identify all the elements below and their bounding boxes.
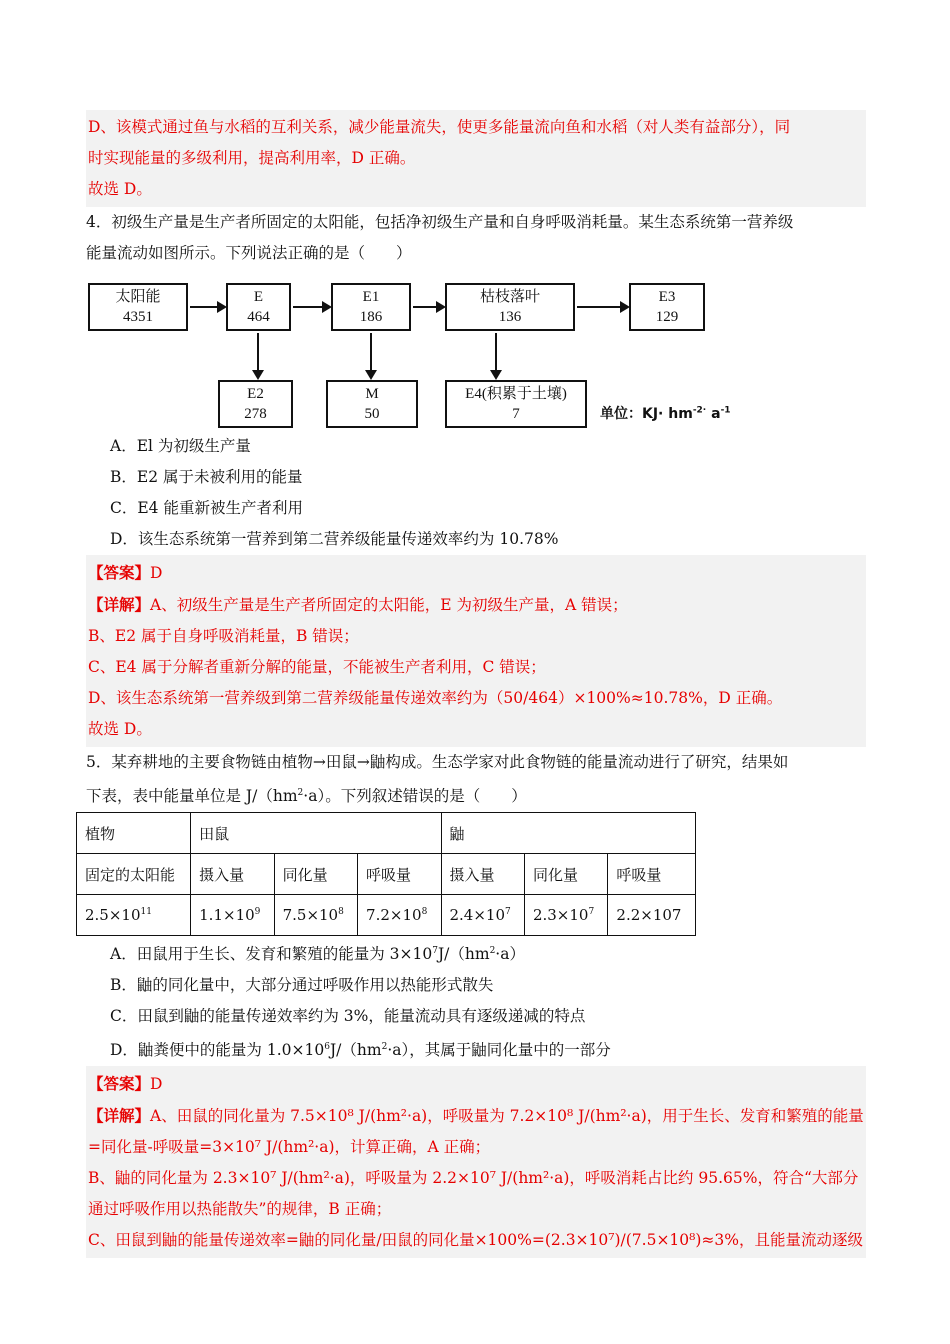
box-e3 — [629, 283, 705, 331]
stem-text: ·a）。下列叙述错误的是（ ） — [303, 787, 527, 806]
box-e4 — [445, 380, 587, 428]
table-subheader: 摄入量 — [191, 854, 274, 895]
cell-mantissa: 2.3×10 — [532, 906, 589, 925]
box-label: M — [365, 386, 379, 402]
table-row — [77, 813, 696, 854]
cell-mantissa: 7.2×10 — [366, 906, 422, 925]
box-label: 枯枝落叶 — [479, 289, 540, 305]
unit-text: a — [706, 406, 721, 422]
energy-flow-diagram — [86, 275, 786, 425]
q4-stem: 4．初级生产量是生产者所固定的太阳能，包括净初级生产量和自身呼吸消耗量。某生态系统第一营养级 — [86, 213, 794, 231]
answer-line — [88, 557, 862, 589]
q5-stem: 5．某弃耕地的主要食物链由植物→田鼠→鼬构成。生态学家对此食物链的能量流动进行了研究，结果如 — [86, 753, 789, 771]
detail-tag: 【详解】 — [88, 595, 151, 614]
detail-line: D、该生态系统第一营养级到第二营养级能量传递效率约为（50/464）×100%≈10.78%，D 正确。 — [88, 689, 783, 707]
cell-mantissa: 2.4×10 — [449, 906, 506, 925]
detail-line: 故选 D。 — [88, 720, 152, 738]
option-sup: 7 — [432, 946, 438, 957]
q4-answer-block — [86, 555, 866, 747]
arrow — [293, 306, 323, 308]
box-label: E3 — [658, 289, 676, 305]
box-label: E1 — [362, 289, 380, 305]
option-sup: 6 — [324, 1042, 330, 1053]
option-text: J/（hm — [437, 945, 490, 964]
detail-line: C、E4 属于分解者重新分解的能量，不能被生产者利用，C 错误； — [88, 658, 546, 676]
box-m — [326, 380, 418, 428]
box-e2 — [218, 380, 293, 428]
q4-option-a: A．El 为初级生产量 — [110, 437, 251, 455]
detail-line: 通过呼吸作用以热能散失”的规律，B 正确； — [88, 1200, 392, 1219]
answer-line: D、该模式通过鱼与水稻的互利关系，减少能量流失，使更多能量流向鱼和水稻（对人类有益部分），同 — [88, 118, 791, 136]
option-text: J/（hm — [329, 1041, 382, 1060]
arrow — [190, 306, 218, 308]
answer-value: D — [150, 1075, 163, 1094]
option-text: A．田鼠用于生长、发育和繁殖的能量为 3×10 — [110, 945, 433, 964]
table-cell — [77, 895, 191, 936]
cell-mantissa: 2.2×107 — [616, 906, 682, 925]
q4-option-b: B．E2 属于未被利用的能量 — [110, 468, 303, 486]
option-sup: 2 — [489, 946, 496, 957]
detail-line: =同化量-呼吸量=3×10⁷ J/(hm²·a)，计算正确，A 正确； — [88, 1138, 491, 1157]
box-label: E2 — [247, 386, 264, 402]
table-cell — [441, 895, 524, 936]
q5-option-a — [86, 936, 866, 970]
q4-stem: 能量流动如图所示。下列说法正确的是（ ） — [86, 244, 412, 262]
q5-option-d — [86, 1032, 866, 1066]
cell-exponent: 7 — [505, 907, 511, 918]
table-cell — [608, 895, 696, 936]
box-e1 — [331, 283, 411, 331]
box-label: E4(积累于土壤) — [465, 386, 567, 402]
table-subheader: 摄入量 — [441, 854, 524, 895]
cell-exponent: 8 — [421, 907, 428, 918]
unit-label — [600, 403, 731, 423]
energy-table — [76, 812, 696, 936]
option-sup: 2 — [381, 1042, 388, 1053]
cell-exponent: 9 — [254, 907, 261, 918]
answer-line — [88, 1068, 862, 1100]
table-subheader: 固定的太阳能 — [77, 854, 191, 895]
arrow — [413, 306, 437, 308]
table-subheader: 同化量 — [274, 854, 357, 895]
box-value: 464 — [247, 309, 270, 325]
cell-mantissa: 1.1×10 — [199, 906, 255, 925]
detail-line: B、E2 属于自身呼吸消耗量，B 错误； — [88, 627, 359, 645]
box-e — [226, 283, 291, 331]
cell-mantissa: 2.5×10 — [85, 906, 141, 925]
option-text: ·a） — [495, 945, 525, 964]
box-label: 太阳能 — [115, 289, 161, 305]
arrow — [495, 333, 497, 371]
detail-line — [88, 589, 862, 621]
table-header: 田鼠 — [191, 813, 441, 854]
unit-exp: -2· — [692, 405, 707, 416]
table-cell — [191, 895, 274, 936]
option-text: D．鼬粪便中的能量为 1.0×10 — [110, 1041, 325, 1060]
table-cell — [274, 895, 357, 936]
arrow — [257, 333, 259, 371]
box-value: 50 — [364, 406, 380, 422]
detail-line: B、鼬的同化量为 2.3×10⁷ J/(hm²·a)，呼吸量为 2.2×10⁷ J/(hm²·a)，呼吸消耗占比约 95.65%，符合“大部分 — [88, 1169, 859, 1188]
option-text: ·a），其属于鼬同化量中的一部分 — [387, 1041, 611, 1060]
box-litter — [445, 283, 575, 331]
table-cell — [524, 895, 607, 936]
table-row — [77, 895, 696, 936]
table-subheader: 呼吸量 — [608, 854, 696, 895]
answer-line: 故选 D。 — [88, 180, 152, 198]
table-subheader: 呼吸量 — [358, 854, 441, 895]
detail-line — [88, 1100, 862, 1132]
previous-answer-block — [86, 110, 866, 207]
q4-option-c: C．E4 能重新被生产者利用 — [110, 499, 303, 517]
stem-sup: 2 — [297, 788, 304, 798]
detail-line: C、田鼠到鼬的能量传递效率=鼬的同化量/田鼠的同化量×100%=(2.3×10⁷)/(7.5×10⁸)≈3%，且能量流动逐级 — [88, 1231, 863, 1250]
stem-text: 下表，表中能量单位是 J/（hm — [86, 787, 298, 806]
arrow — [577, 306, 621, 308]
cell-exponent: 7 — [588, 907, 595, 918]
answer-value: D — [150, 564, 163, 582]
answer-tag: 【答案】 — [88, 1074, 151, 1094]
q5-option-b: B．鼬的同化量中，大部分通过呼吸作用以热能形式散失 — [110, 976, 494, 995]
box-value: 278 — [244, 406, 267, 422]
q5-stem — [86, 778, 866, 812]
q4-option-d: D．该生态系统第一营养到第二营养级能量传递效率约为 10.78% — [110, 530, 559, 548]
table-cell — [358, 895, 441, 936]
answer-tag: 【答案】 — [88, 563, 151, 582]
unit-exp: -1 — [720, 405, 731, 416]
detail-tag: 【详解】 — [88, 1106, 151, 1126]
box-value: 4351 — [123, 309, 153, 325]
box-value: 136 — [498, 309, 522, 325]
unit-text: 单位：KJ· hm — [600, 406, 693, 422]
cell-exponent: 11 — [140, 907, 152, 918]
table-header: 植物 — [77, 813, 191, 854]
detail-text: A、初级生产量是生产者所固定的太阳能，E 为初级生产量，A 错误； — [150, 596, 628, 614]
cell-exponent: 8 — [338, 907, 344, 918]
arrow — [370, 333, 372, 371]
box-value: 129 — [655, 309, 679, 325]
table-header: 鼬 — [441, 813, 696, 854]
answer-line: 时实现能量的多级利用，提高利用率，D 正确。 — [88, 149, 416, 167]
q5-answer-block — [86, 1066, 866, 1258]
box-value: 186 — [359, 309, 383, 325]
box-value: 7 — [512, 406, 520, 422]
q5-option-c: C．田鼠到鼬的能量传递效率约为 3%，能量流动具有逐级递减的特点 — [110, 1007, 586, 1026]
box-label: E — [253, 289, 264, 305]
table-subheader: 同化量 — [524, 854, 607, 895]
table-row — [77, 854, 696, 895]
cell-mantissa: 7.5×10 — [282, 906, 339, 925]
document-page — [86, 0, 866, 1258]
box-sun — [88, 283, 188, 331]
detail-text: A、田鼠的同化量为 7.5×10⁸ J/(hm²·a)，呼吸量为 7.2×10⁸ J/(hm²·a)，用于生长、发育和繁殖的能量 — [150, 1107, 864, 1126]
